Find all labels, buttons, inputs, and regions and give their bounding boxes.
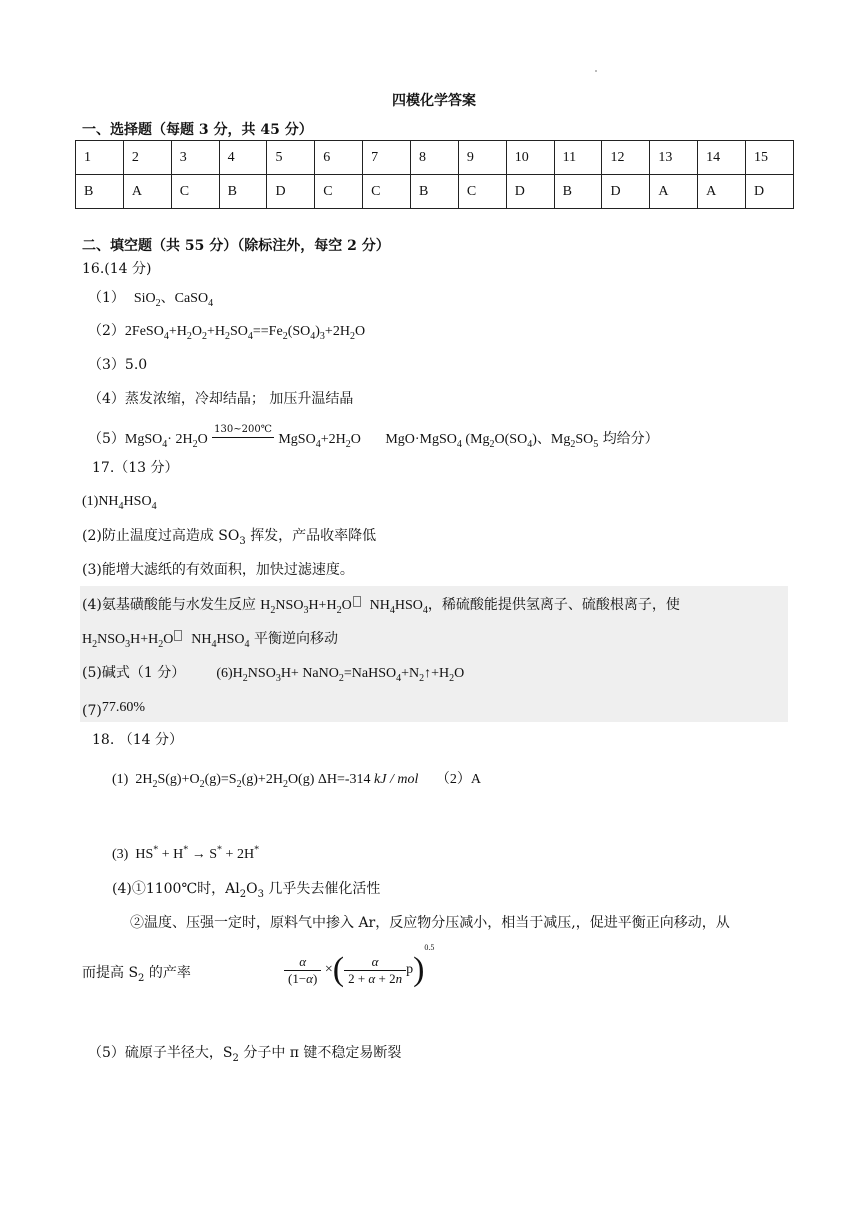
table-cell-answer: B — [554, 175, 602, 209]
table-cell-number: 15 — [746, 141, 794, 175]
q18-part4-line3: 而提高 $S_2$ 的产率 — [82, 965, 191, 984]
q17-part3: (3)能增大滤纸的有效面积，加快过滤速度。 — [82, 562, 354, 578]
fraction-alpha: $\frac{\alpha}{(1-\alpha)}$ — [284, 954, 321, 987]
table-cell-number: 3 — [171, 141, 219, 175]
table-row-answers — [76, 175, 794, 209]
table-cell-answer: D — [267, 175, 315, 209]
table-cell-number: 12 — [602, 141, 650, 175]
table-cell-answer: A — [123, 175, 171, 209]
q18-part1: (1) $2H_2S(g)+O_2(g)=S_2(g)+2H_2O(g)$ ΔH=-314 kJ / mol （2）A — [112, 772, 481, 790]
table-cell-number: 13 — [650, 141, 698, 175]
table-cell-number: 2 — [123, 141, 171, 175]
q18-part5: （5）硫原子半径大，$S_2$ 分子中 π 键不稳定易断裂 — [88, 1045, 402, 1064]
table-cell-answer: B — [219, 175, 267, 209]
table-cell-answer: D — [506, 175, 554, 209]
table-row-numbers — [76, 141, 794, 175]
table-cell-answer: B — [76, 175, 124, 209]
q16-part1: （1） SiO$_2$、CaSO$_4$ — [88, 290, 214, 309]
table-cell-answer: D — [746, 175, 794, 209]
q16-part3: （3）5.0 — [88, 357, 148, 373]
q17-part7: (7)77.60% — [82, 700, 146, 719]
answer-table — [75, 140, 794, 209]
q16-part4: （4）蒸发浓缩，冷却结晶； 加压升温结晶 — [88, 391, 354, 407]
q17-part2: (2)防止温度过高造成 $SO_3$ 挥发，产品收率降低 — [82, 528, 377, 547]
table-cell-number: 10 — [506, 141, 554, 175]
q16-part5: （5）MgSO$_4$· $2H_2O$ 130~200℃ $MgSO_4+2H_2O$ MgO·MgSO$_4$ ($Mg_2O(SO_4)$、$Mg_2SO_5$ 均给分） — [88, 424, 659, 450]
q18-part3: (3) HS* + H* → S* + 2H* — [112, 844, 260, 862]
q16-part2: $(2)2FeSO_4+H_2O_2+H_2SO_4==Fe_2(SO_4)_3+2H_2O$ — [88, 323, 366, 342]
table-cell-answer: B — [411, 175, 459, 209]
reaction-condition-arrow: 130~200℃ — [212, 424, 274, 446]
missing-glyph-box — [174, 630, 182, 641]
table-cell-number: 11 — [554, 141, 602, 175]
q18-part4-line1: (4)①1100℃时，$Al_2O_3$ 几乎失去催化活性 — [112, 881, 381, 900]
table-cell-answer: A — [698, 175, 746, 209]
q17-part4-line1: (4)氨基磺酸能与水发生反应 $H_2NSO_3H+H_2O$ $NH_4HSO_4$，稀硫酸能提供氢离子、硫酸根离子，使 — [82, 597, 680, 616]
table-cell-number: 7 — [363, 141, 411, 175]
q17-part4-line2: $H_2NSO_3H+H_2O$ $NH_4HSO_4$ 平衡逆向移动 — [82, 631, 338, 650]
page-title: 四模化学答案 — [392, 93, 476, 109]
yield-expression: $\frac{\alpha}{(1-\alpha)}$ ×( $\frac{\alpha}{2 + \alpha + 2n}$ p)$^{0.5}$ — [284, 950, 434, 990]
missing-glyph-box — [353, 596, 361, 607]
q18-header: 18. （14 分） — [92, 732, 183, 748]
table-cell-number: 9 — [458, 141, 506, 175]
section-multiple-choice-heading: 一、选择题（每题 3 分，共 45 分） — [82, 122, 313, 138]
table-cell-answer: A — [650, 175, 698, 209]
table-cell-answer: C — [315, 175, 363, 209]
scan-speck — [595, 70, 597, 72]
table-cell-number: 5 — [267, 141, 315, 175]
q18-part4-line2: ②温度、压强一定时，原料气中掺入 Ar，反应物分压减小，相当于减压,，促进平衡正向移动，从 — [130, 915, 730, 931]
table-cell-number: 1 — [76, 141, 124, 175]
table-cell-number: 4 — [219, 141, 267, 175]
table-cell-number: 14 — [698, 141, 746, 175]
table-cell-answer: C — [458, 175, 506, 209]
table-cell-answer: D — [602, 175, 650, 209]
q17-header: 17.（13 分） — [92, 460, 179, 476]
fraction-partial: $\frac{\alpha}{2 + \alpha + 2n}$ — [344, 954, 406, 987]
table-cell-answer: C — [363, 175, 411, 209]
table-cell-number: 8 — [411, 141, 459, 175]
q17-part5-6: (5)碱式（1 分） $(6)H_2NSO_3H+$ $NaNO_2=NaHSO_4+N_2↑+H_2O$ — [82, 665, 465, 684]
section-fill-heading: 二、填空题（共 55 分）（除标注外，每空 2 分） — [82, 238, 390, 254]
table-cell-number: 6 — [315, 141, 363, 175]
table-cell-answer: C — [171, 175, 219, 209]
q16-header: 16.(14 分) — [82, 261, 152, 277]
q17-part1: $(1)NH_4HSO_4$ — [82, 494, 157, 512]
